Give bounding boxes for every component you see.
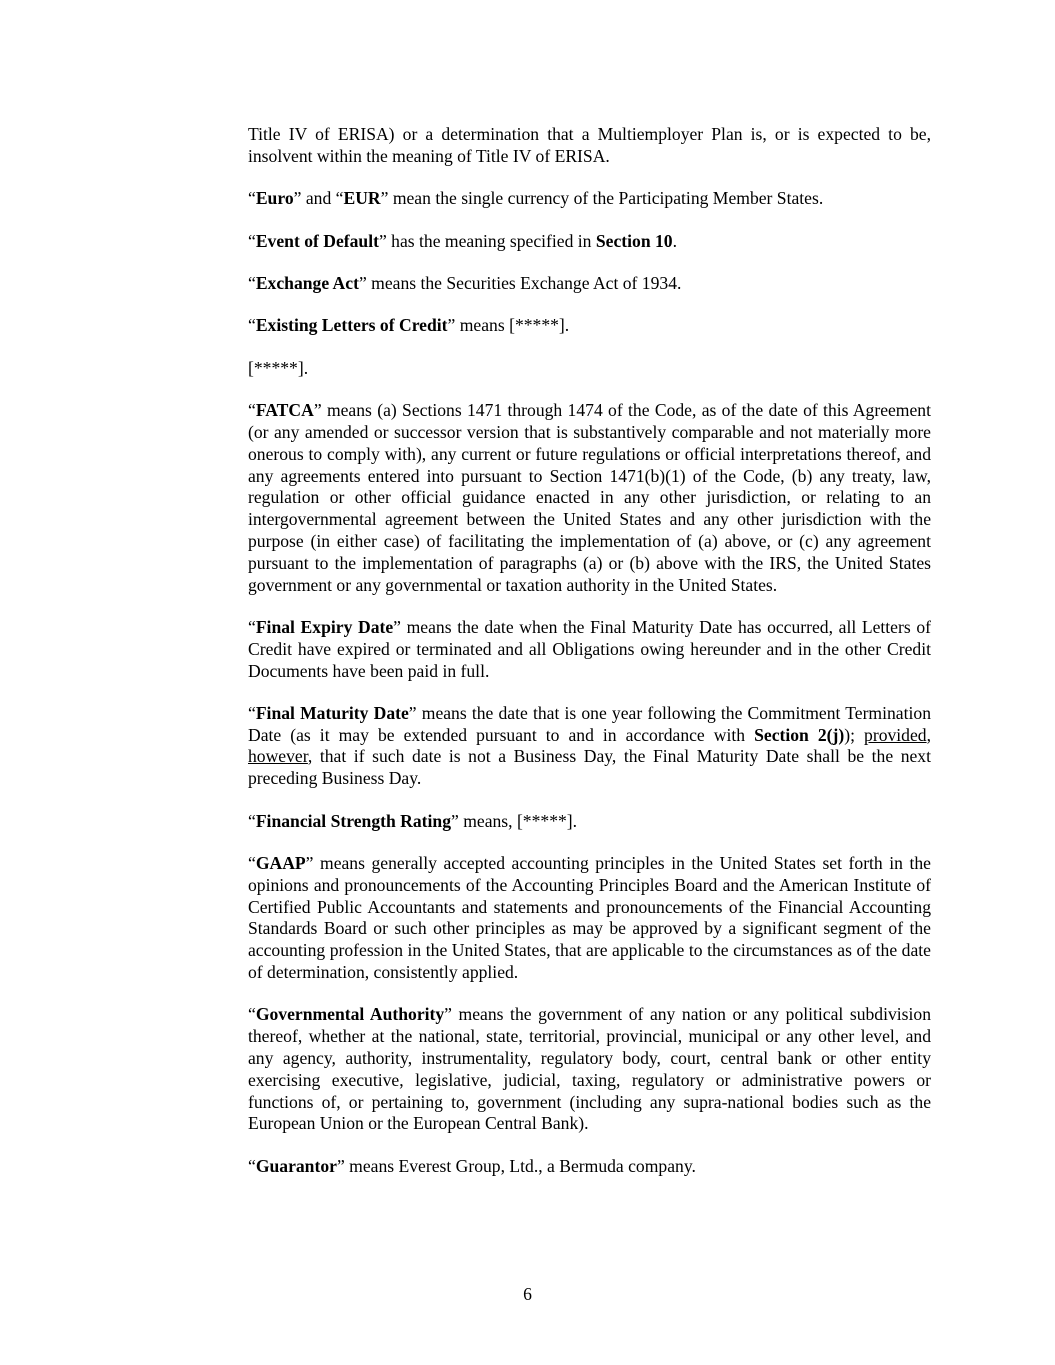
- text-segment: “: [248, 1155, 256, 1176]
- document-body: [248, 124, 931, 1178]
- underlined-text: however: [248, 746, 308, 767]
- paragraph: [248, 358, 931, 380]
- text-segment: “: [248, 188, 256, 209]
- defined-term: Guarantor: [255, 1155, 337, 1176]
- text-segment: “: [248, 853, 256, 874]
- defined-term: Euro: [255, 188, 294, 209]
- defined-term: Governmental Authority: [255, 1004, 445, 1025]
- text-segment: ” and “: [293, 188, 344, 209]
- defined-term: Final Expiry Date: [255, 616, 394, 637]
- text-segment: ” mean the single currency of the Participating Member States.: [380, 188, 824, 209]
- text-segment: );: [844, 724, 865, 745]
- paragraph: [248, 853, 931, 984]
- text-segment: ” means (a) Sections 1471 through 1474 of the Code, as of the date of this Agreement (or any amended or successor version that is substantively comparable and not materially more onerous to comply with), any current or future regulations or official interpretations thereof, and any agreements entered into pursuant to Section 1471(b)(1) of the Code, (b) any treaty, law, regulation or other official guidance enacted in any other jurisdiction, or relating to an intergovernmental agreement between the United States and any other jurisdiction with the purpose (in either case) of facilitating the implementation of (a) above, or (c) any agreement pursuant to the implementation of paragraphs (a) or (b) above with the IRS, the United States government or any governmental or taxation authority in the United States.: [248, 400, 931, 595]
- text-segment: ,: [926, 724, 931, 745]
- text-segment: ” means Everest Group, Ltd., a Bermuda company.: [336, 1155, 696, 1176]
- underlined-text: provided: [864, 724, 927, 745]
- defined-term: Section 2(j): [754, 724, 845, 745]
- defined-term: Section 10: [595, 230, 673, 251]
- text-segment: ” means the government of any nation or any political subdivision thereof, whether at the national, state, territorial, provincial, municipal or any other level, and any agency, authority, instrumentality, regulatory body, court, central bank or other entity exercising executive, legislative, judicial, taxing, regulatory or administrative powers or functions of, or pertaining to, government (including any supra-national bodies such as the European Union or the European Central Bank).: [248, 1004, 931, 1134]
- text-segment: “: [248, 616, 256, 637]
- text-segment: [*****].: [248, 357, 309, 378]
- paragraph: [248, 231, 931, 253]
- defined-term: FATCA: [255, 400, 314, 421]
- paragraph: [248, 703, 931, 790]
- text-segment: ” means the date when the Final Maturity Date has occurred, all Letters of Credit have expired or terminated and all Obligations owing hereunder and in the other Credit Documents have been paid in full.: [248, 616, 931, 681]
- text-segment: “: [248, 230, 256, 251]
- defined-term: Existing Letters of Credit: [255, 315, 448, 336]
- paragraph: [248, 315, 931, 337]
- paragraph: [248, 617, 931, 682]
- text-segment: ” means [*****].: [447, 315, 570, 336]
- paragraph: [248, 273, 931, 295]
- text-segment: .: [672, 230, 678, 251]
- paragraph: [248, 811, 931, 833]
- text-segment: ” means generally accepted accounting principles in the United States set forth in the opinions and pronouncements of the Accounting Principles Board and the American Institute of Certified Public Accountants and statements and pronouncements of the Financial Accounting Standards Board or such other principles as may be approved by a significant segment of the accounting profession in the United States, that are applicable to the circumstances as of the date of determination, consistently applied.: [248, 853, 931, 983]
- text-segment: ” has the meaning specified in: [378, 230, 596, 251]
- paragraph: [248, 1156, 931, 1178]
- text-segment: ” means, [*****].: [451, 810, 578, 831]
- defined-term: Event of Default: [255, 230, 379, 251]
- text-segment: “: [248, 810, 256, 831]
- text-segment: , that if such date is not a Business Day, the Final Maturity Date shall be the next preceding Business Day.: [248, 746, 931, 789]
- text-segment: “: [248, 315, 256, 336]
- text-segment: “: [248, 400, 256, 421]
- defined-term: Financial Strength Rating: [255, 810, 451, 831]
- paragraph: [248, 400, 931, 596]
- defined-term: Final Maturity Date: [255, 702, 409, 723]
- text-segment: Title IV of ERISA) or a determination that a Multiemployer Plan is, or is expected to be, insolvent within the meaning of Title IV of ERISA.: [248, 124, 931, 166]
- text-segment: ” means the Securities Exchange Act of 1934.: [358, 272, 682, 293]
- defined-term: GAAP: [255, 853, 306, 874]
- defined-term: EUR: [343, 188, 381, 209]
- paragraph: [248, 124, 931, 168]
- text-segment: “: [248, 702, 256, 723]
- page-number: 6: [523, 1284, 532, 1304]
- text-segment: ” means the date that is one year following the Commitment Termination Date (as it may be extended pursuant to and in accordance with: [248, 702, 931, 745]
- text-segment: “: [248, 272, 256, 293]
- paragraph: [248, 1004, 931, 1135]
- text-segment: “: [248, 1004, 256, 1025]
- paragraph: [248, 188, 931, 210]
- defined-term: Exchange Act: [255, 272, 359, 293]
